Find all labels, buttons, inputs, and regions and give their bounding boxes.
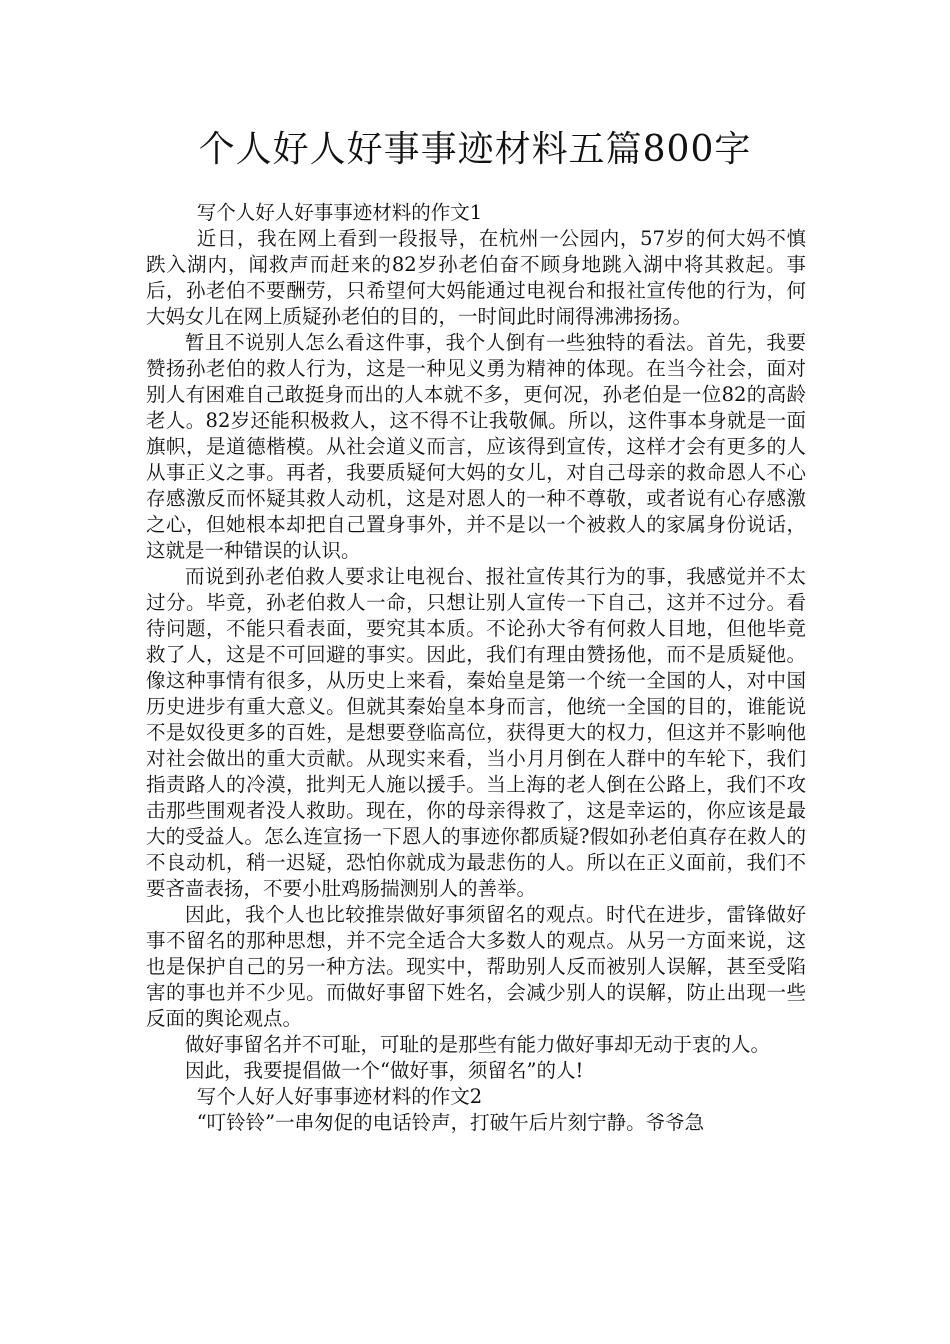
paragraph: 而说到孙老伯救人要求让电视台、报社宣传其行为的事，我感觉并不太过分。毕竟，孙老伯救人一命，只想让别人宣传一下自己，这并不过分。看待问题，不能只看表面，要究其本质。不论孙大爷有何救人目地，但他毕竟救了人，这是不可回避的事实。因此，我们有理由赞扬他，而不是质疑他。像这种事情有很多，从历史上来看，秦始皇是第一个统一全国的人，对中国历史进步有重大意义。但就其秦始皇本身而言，他统一全国的目的，谁能说不是奴役更多的百姓，是想要登临高位，获得更大的权力，但这并不影响他对社会做出的重大贡献。从现实来看，当小月月倒在人群中的车轮下，我们指责路人的冷漠，批判无人施以援手。当上海的老人倒在公路上，我们不攻击那些围观者没人救助。现在，你的母亲得救了，这是幸运的，你应该是最大的受益人。怎么连宣扬一下恩人的事迹你都质疑?假如孙老伯真存在救人的不良动机，稍一迟疑，恐怕你就成为最悲伤的人。所以在正义面前，我们不要吝啬表扬，不要小肚鸡肠揣测别人的善举。 <box>146 565 806 900</box>
section-heading-1: 写个人好人好事事迹材料的作文1 <box>196 201 483 224</box>
paragraph: 近日，我在网上看到一段报导，在杭州一公园内，57岁的何大妈不慎跌入湖内，闻救声而赶来的82岁孙老伯奋不顾身地跳入湖中将其救起。事后，孙老伯不要酬劳，只希望何大妈能通过电视台和报社宣传他的行为，何大妈女儿在网上质疑孙老伯的目的，一时间此时闹得沸沸扬扬。 <box>146 227 806 328</box>
paragraph: 暂且不说别人怎么看这件事，我个人倒有一些独特的看法。首先，我要赞扬孙老伯的救人行为，这是一种见义勇为精神的体现。在当今社会，面对别人有困难自己敢挺身而出的人本就不多，更何况，孙老伯是一位82的高龄老人。82岁还能积极救人，这不得不让我敬佩。所以，这件事本身就是一面旗帜，是道德楷模。从社会道义而言，应该得到宣传，这样才会有更多的人从事正义之事。再者，我要质疑何大妈的女儿，对自己母亲的救命恩人不心存感激反而怀疑其救人动机，这是对恩人的一种不尊敬，或者说有心存感激之心，但她根本却把自己置身事外，并不是以一个被救人的家属身份说话，这就是一种错误的认识。 <box>146 331 806 562</box>
paragraph: “叮铃铃”一串匆促的电话铃声，打破午后片刻宁静。爷爷急 <box>196 1111 705 1134</box>
section-heading-2: 写个人好人好事事迹材料的作文2 <box>196 1085 483 1108</box>
document-title: 个人好人好事事迹材料五篇800字 <box>198 129 752 170</box>
paragraph: 做好事留名并不可耻，可耻的是那些有能力做好事却无动于衷的人。 <box>185 1033 771 1056</box>
paragraph: 因此，我要提倡做一个“做好事，须留名”的人! <box>185 1059 584 1082</box>
document-body <box>146 200 806 1136</box>
paragraph: 因此，我个人也比较推崇做好事须留名的观点。时代在进步，雷锋做好事不留名的那种思想，并不完全适合大多数人的观点。从另一方面来说，这也是保护自己的另一种方法。现实中，帮助别人反而被别人误解，甚至受陷害的事也并不少见。而做好事留下姓名，会减少别人的误解，防止出现一些反面的舆论观点。 <box>146 903 806 1030</box>
